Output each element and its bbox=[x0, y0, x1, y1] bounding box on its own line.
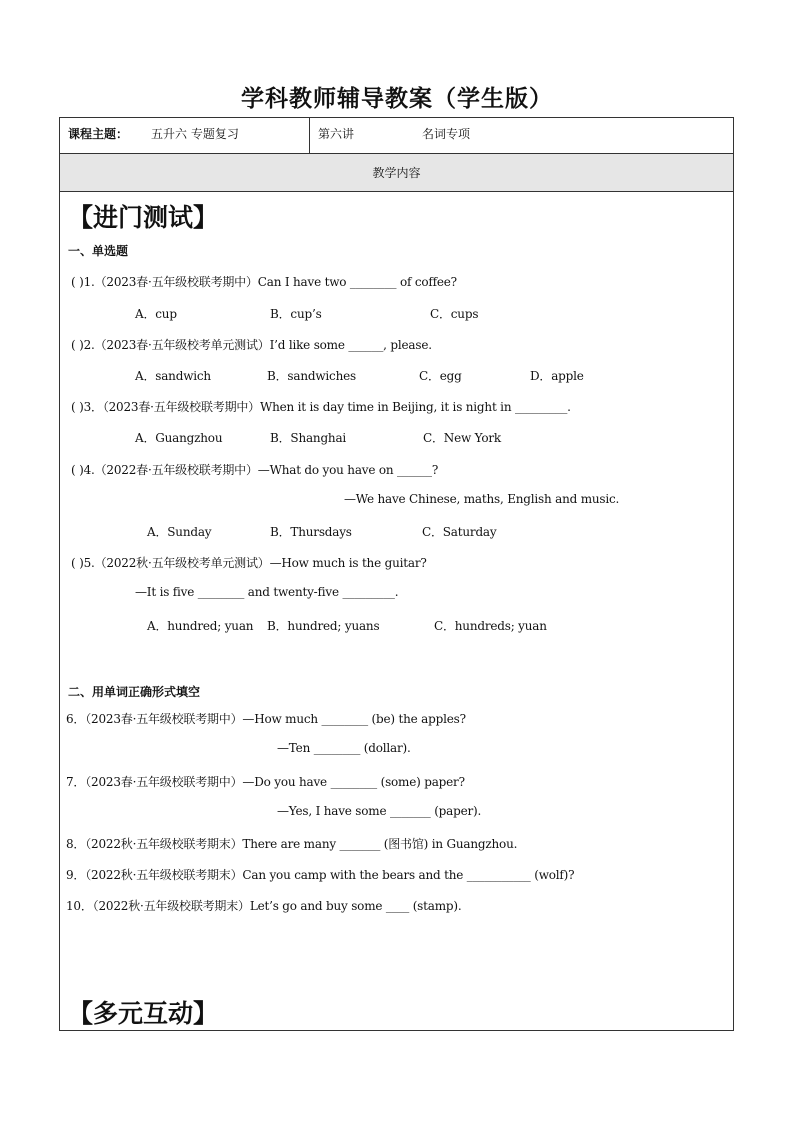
question-4-option-a: A．Sunday bbox=[147, 525, 212, 539]
question-7: 7．（2023春·五年级校联考期中）—Do you have ________ (some) paper? bbox=[66, 775, 465, 789]
question-5: ( )5.（2022秋·五年级校考单元测试）—How much is the guitar? bbox=[71, 556, 427, 570]
question-1-option-a: A．cup bbox=[135, 307, 177, 321]
document-title: 学科教师辅导教案（学生版） bbox=[241, 86, 553, 112]
question-1-option-c: C．cups bbox=[430, 307, 479, 321]
question-4-option-b: B．Thursdays bbox=[270, 525, 352, 539]
question-6-continuation: —Ten ________ (dollar). bbox=[277, 741, 411, 755]
lecture-subject: 名词专项 bbox=[422, 127, 471, 141]
question-10: 10．（2022秋·五年级校联考期末）Let’s go and buy some ____ (stamp). bbox=[66, 899, 462, 913]
question-3-option-c: C．New York bbox=[423, 431, 501, 445]
question-5-option-a: A．hundred; yuan bbox=[147, 619, 254, 633]
lecture-number: 第六讲 bbox=[318, 127, 355, 141]
section-heading-entry-test: 【进门测试】 bbox=[68, 203, 219, 232]
question-3: ( )3．（2023春·五年级校联考期中）When it is day time in Beijing, it is night in _________. bbox=[71, 400, 571, 414]
question-1-option-b: B．cup’s bbox=[270, 307, 322, 321]
topic-label: 课程主题： bbox=[68, 127, 129, 141]
header-row bbox=[60, 118, 733, 154]
question-5-option-c: C．hundreds; yuan bbox=[434, 619, 547, 633]
question-9: 9．（2022秋·五年级校联考期末）Can you camp with the bears and the ___________ (wolf)? bbox=[66, 868, 575, 882]
question-2-option-c: C．egg bbox=[419, 369, 462, 383]
question-5-option-b: B．hundred; yuans bbox=[267, 619, 380, 633]
part1-title: 一、单选题 bbox=[68, 244, 129, 258]
lesson-table bbox=[59, 117, 734, 1031]
question-2-option-d: D．apple bbox=[530, 369, 584, 383]
part2-title: 二、用单词正确形式填空 bbox=[68, 685, 201, 699]
content-label: 教学内容 bbox=[60, 154, 733, 192]
question-5-continuation: —It is five ________ and twenty-five _________. bbox=[135, 585, 399, 599]
question-6: 6．（2023春·五年级校联考期中）—How much ________ (be) the apples? bbox=[66, 712, 466, 726]
question-2-option-a: A．sandwich bbox=[135, 369, 211, 383]
section-heading-interaction: 【多元互动】 bbox=[68, 999, 219, 1028]
question-4-continuation: —We have Chinese, maths, English and music. bbox=[344, 492, 620, 506]
question-4-option-c: C．Saturday bbox=[422, 525, 497, 539]
question-3-option-b: B．Shanghai bbox=[270, 431, 347, 445]
question-2-option-b: B．sandwiches bbox=[267, 369, 356, 383]
question-8: 8．（2022秋·五年级校联考期末）There are many _______ (图书馆) in Guangzhou. bbox=[66, 837, 518, 851]
question-1: ( )1.（2023春·五年级校联考期中）Can I have two ________ of coffee? bbox=[71, 275, 457, 289]
topic-value: 五升六 专题复习 bbox=[151, 127, 239, 141]
question-2: ( )2.（2023春·五年级校考单元测试）I’d like some ______, please. bbox=[71, 338, 432, 352]
question-3-option-a: A．Guangzhou bbox=[135, 431, 223, 445]
question-7-continuation: —Yes, I have some _______ (paper). bbox=[277, 804, 482, 818]
question-4: ( )4.（2022春·五年级校联考期中）—What do you have on ______? bbox=[71, 463, 439, 477]
